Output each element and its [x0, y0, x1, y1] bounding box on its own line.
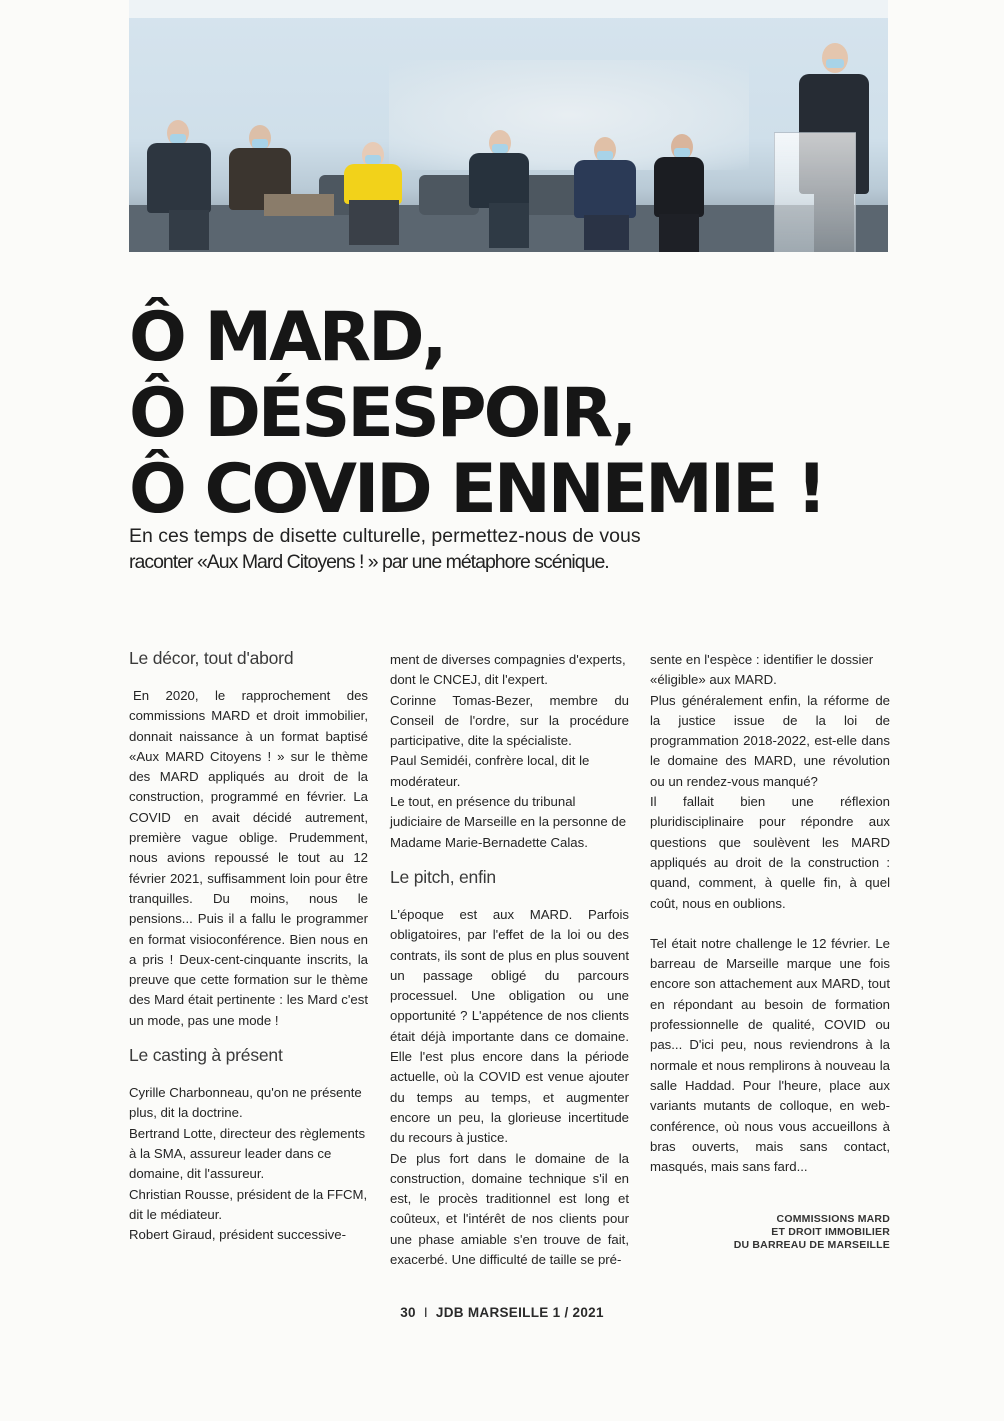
lead-line-2: raconter «Aux Mard Citoyens ! » par une métaphore scénique.: [129, 551, 609, 573]
section-title-pitch: Le pitch, enfin: [390, 866, 496, 887]
casting-item-continued: ment de diverses compagnies d'experts, dont le CNCEJ, dit l'expert.: [390, 652, 626, 688]
signature-line-2: ET DROIT IMMOBILIER: [771, 1226, 890, 1238]
publication-name: JDB MARSEILLE 1 / 2021: [435, 1305, 604, 1320]
section-title-decor: Le décor, tout d'abord: [129, 648, 294, 668]
pitch-paragraph: Tel était notre challenge le 12 février. Le barreau de Marseille marque une fois encore son attachement aux MARD, tout en répondant au besoin de formation professionnelle de qualité, COVID ou pas... D'ici peu, nous reviendrons à la normale et nous remplirons à nouveau la salle Haddad. Pour l'heure, place aux variants mutants de colloque, en web-conférence, où nous vous accueillons à bras ouverts, mais sans contact, masqués, mais sans fard...: [650, 935, 890, 1175]
lead-line-1: En ces temps de disette culturelle, permettez-nous de vous: [129, 525, 641, 547]
page-number: 30: [400, 1305, 416, 1320]
footer-separator: I: [423, 1305, 428, 1320]
signature-line-3: DU BARREAU DE MARSEILLE: [733, 1239, 890, 1251]
signature-line-1: COMMISSIONS MARD: [776, 1213, 890, 1225]
pitch-paragraph: L'époque est aux MARD. Parfois obligatoires, par l'effet de la loi ou des contrats, ils sont de plus en plus souvent un passage obligé du parcours processuel. Une obligation ou une opportunité ? L'appétence de nos clients était déjà importante dans ce domaine. Elle l'est plus encore dans la période actuelle, où la COVID est venue ajouter du temps au temps, et augmenter encore un peu, la glorieuse incertitude du recours à justice.: [390, 906, 629, 1146]
casting-item: Bertrand Lotte, directeur des règlements à la SMA, assureur leader dans ce domaine, dit l'assureur.: [129, 1125, 366, 1182]
casting-item: Corinne Tomas-Bezer, membre du Conseil de l'ordre, sur la procédure participative, dite la spécialiste.: [390, 692, 629, 749]
pitch-paragraph-continued: sente en l'espèce : identifier le dossier «éligible» aux MARD.: [650, 652, 874, 688]
casting-item: Paul Semidéi, confrère local, dit le modérateur.: [390, 753, 590, 789]
column-3: [650, 650, 890, 1177]
signature: [734, 1213, 890, 1252]
section-title-casting: Le casting à présent: [129, 1045, 283, 1066]
column-1: [129, 646, 368, 1245]
page-footer: [0, 1305, 1004, 1320]
conference-photo: [129, 0, 888, 252]
casting-item: Christian Rousse, président de la FFCM, dit le médiateur.: [129, 1186, 368, 1222]
pitch-paragraph: De plus fort dans le domaine de la construction, domaine technique s'il en est, le procès traditionnel est long et coûteux, et l'intérêt de nos clients pour une phase amiable s'en trouve de fait, exacerbé. Une difficulté de taille se pré-: [390, 1150, 629, 1268]
pitch-paragraph: Il fallait bien une réflexion pluridisciplinaire pour répondre aux questions que soulèvent les MARD appliqués au droit de la construction : quand, comment, à quelle fin, à quel coût, nous en oublions.: [650, 794, 890, 911]
headline-line-1: Ô MARD,: [129, 298, 445, 377]
decor-body: En 2020, le rapprochement des commissions MARD et droit immobilier, donnait naissance à un format baptisé «Aux MARD Citoyens ! » sur le thème des MARD appliqués au droit de la construction, programmé en février. La COVID en avait décidé autrement, première vague oblige. Prudemment, nous avions repoussé le tout au 12 février 2021, suffisamment loin pour être tranquilles. Du moins, nous le pensions... Puis il a fallu le programmer en format visioconférence. Bien nous en a pris ! Deux-cent-cinquante inscrits, la preuve que cette formation sur le thème des Mard était pertinente : les Mard c'est un mode, pas une mode !: [129, 688, 368, 1028]
headline: [129, 300, 824, 528]
pitch-paragraph: Plus généralement enfin, la réforme de la justice issue de la loi de programmation 2018-2022, est-elle dans le domaine des MARD, une révolution ou un rendez-vous manqué?: [650, 692, 890, 789]
casting-item: Robert Giraud, président successive-: [129, 1227, 346, 1243]
casting-item: Cyrille Charbonneau, qu'on ne présente plus, dit la doctrine.: [129, 1085, 362, 1121]
headline-line-2: Ô DÉSESPOIR,: [129, 374, 635, 453]
lead-paragraph: [129, 523, 669, 575]
column-2: [390, 650, 629, 1270]
casting-item: Le tout, en présence du tribunal judiciaire de Marseille en la personne de Madame Marie-Bernadette Calas.: [390, 794, 627, 850]
headline-line-3: Ô COVID ENNEMIE !: [129, 450, 825, 529]
